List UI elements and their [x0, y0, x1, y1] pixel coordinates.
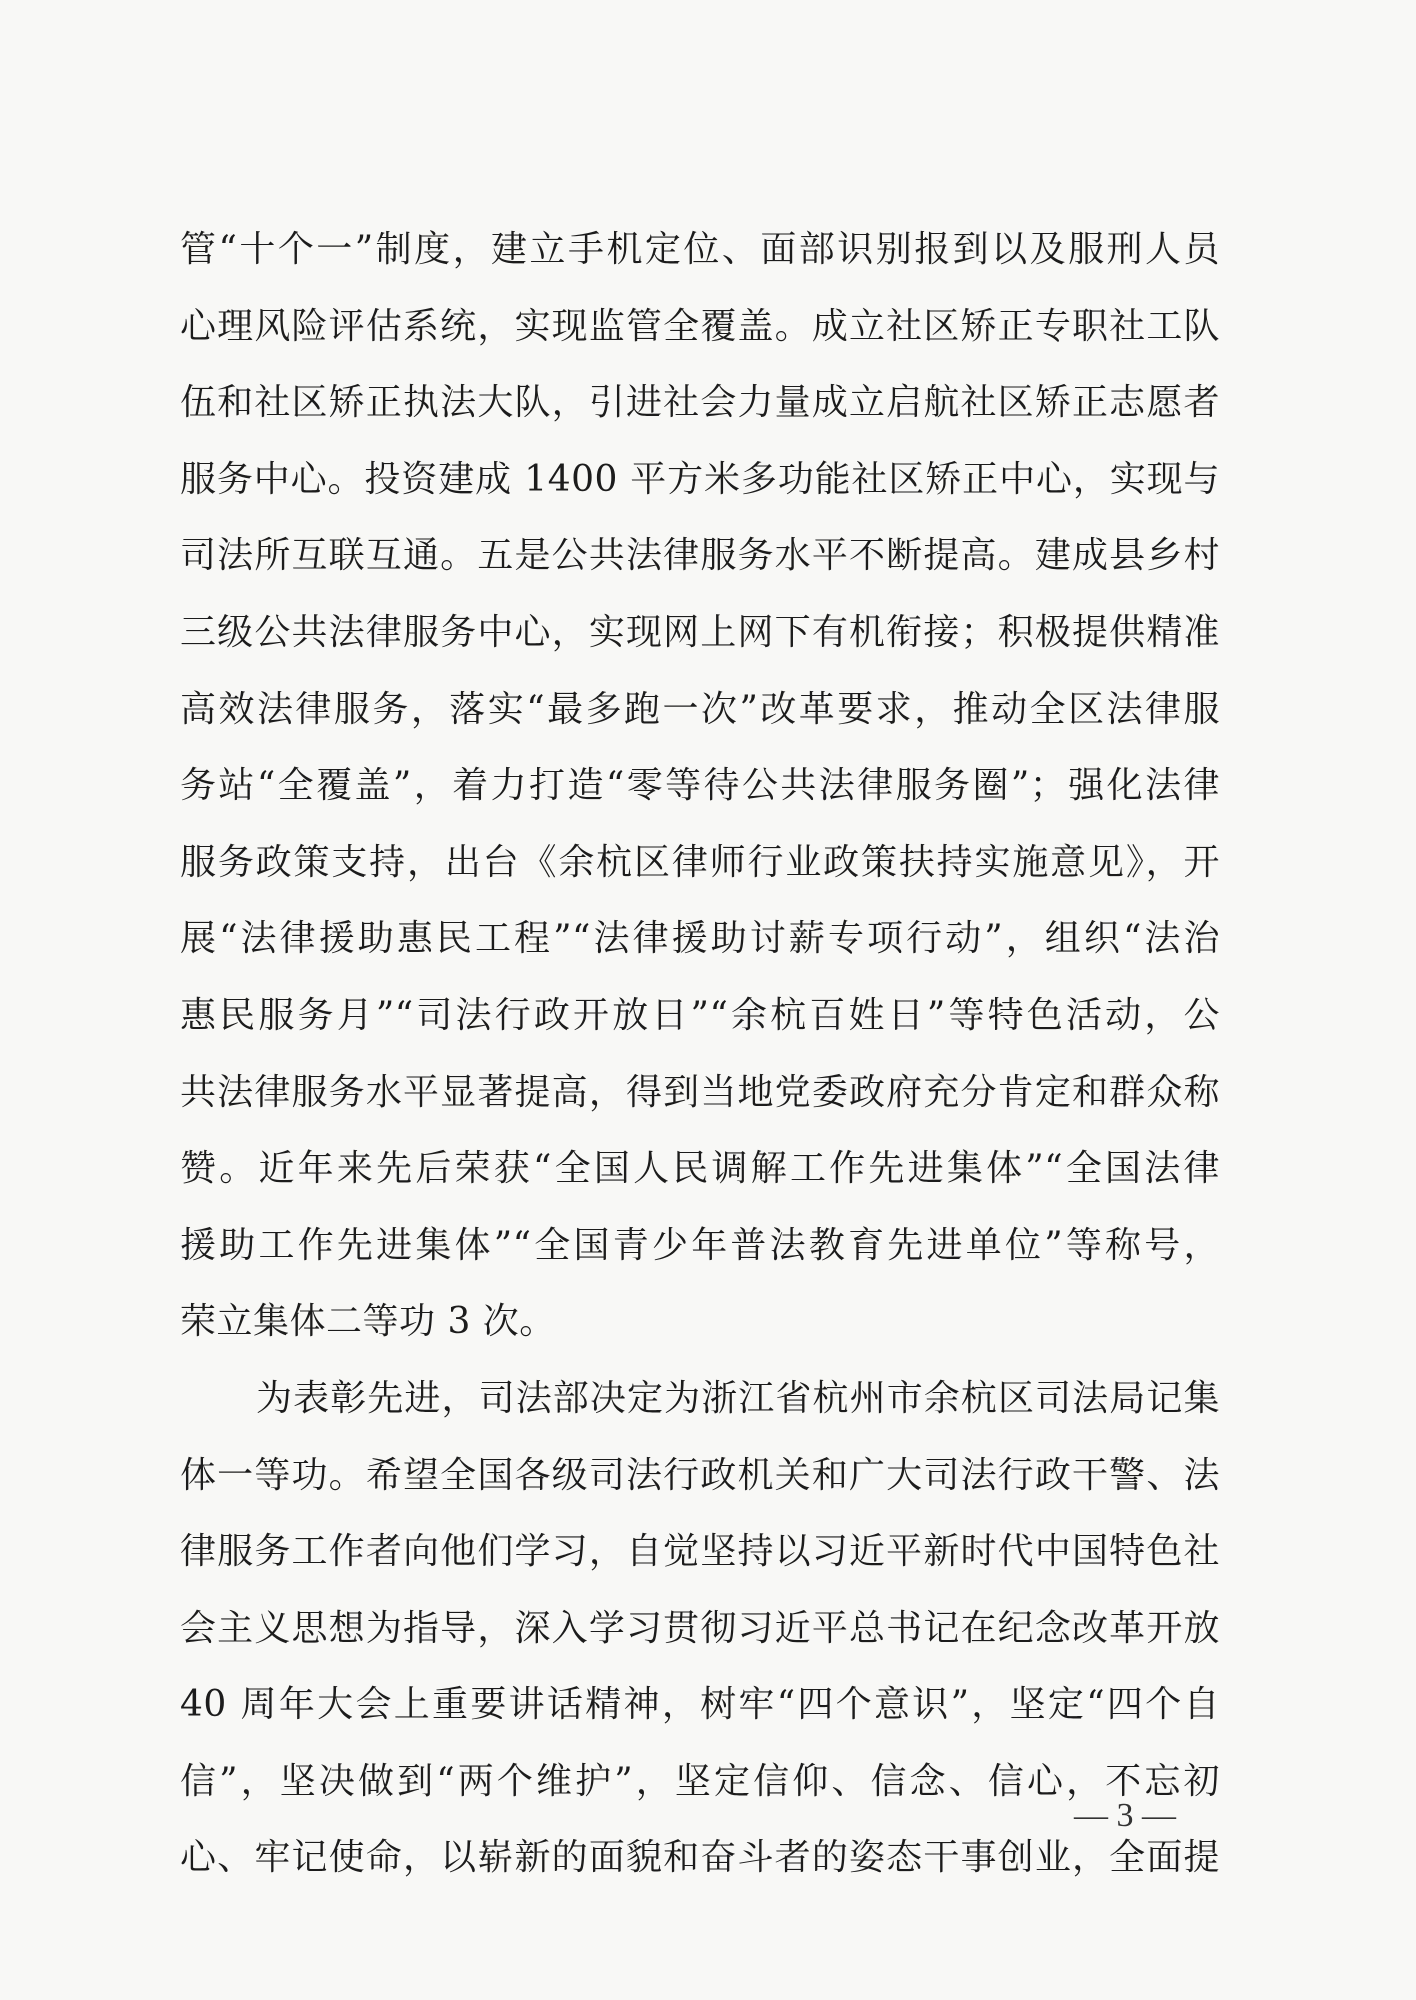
text-line: 会主义思想为指导，深入学习贯彻习近平总书记在纪念改革开放: [180, 1607, 1220, 1649]
text-line: 务站“全覆盖”，着力打造“零等待公共法律服务圈”；强化法律: [180, 765, 1220, 807]
text-line: 荣立集体二等功 3 次。: [180, 1301, 556, 1343]
text-line: 服务政策支持，出台《余杭区律师行业政策扶持实施意见》，开: [180, 841, 1220, 883]
body-text: [180, 212, 1220, 1897]
text-line: 赞。近年来先后荣获“全国人民调解工作先进集体”“全国法律: [180, 1148, 1220, 1190]
page-number: — 3 —: [1074, 1797, 1176, 1834]
text-line: 信”，坚决做到“两个维护”，坚定信仰、信念、信心，不忘初: [180, 1760, 1220, 1802]
text-line: 惠民服务月”“司法行政开放日”“余杭百姓日”等特色活动，公: [180, 994, 1220, 1036]
text-line: 高效法律服务，落实“最多跑一次”改革要求，推动全区法律服: [180, 688, 1220, 730]
text-line: 管“十个一”制度，建立手机定位、面部识别报到以及服刑人员: [180, 229, 1220, 270]
text-line: 展“法律援助惠民工程”“法律援助讨薪专项行动”，组织“法治: [180, 918, 1220, 960]
text-line: 体一等功。希望全国各级司法行政机关和广大司法行政干警、法: [180, 1454, 1220, 1496]
text-line: 40 周年大会上重要讲话精神，树牢“四个意识”，坚定“四个自: [180, 1684, 1220, 1726]
text-line: 共法律服务水平显著提高，得到当地党委政府充分肯定和群众称: [180, 1071, 1220, 1113]
text-line: 伍和社区矫正执法大队，引进社会力量成立启航社区矫正志愿者: [180, 382, 1220, 424]
text-line: 司法所互联互通。五是公共法律服务水平不断提高。建成县乡村: [180, 535, 1220, 577]
text-line: 为表彰先进，司法部决定为浙江省杭州市余杭区司法局记集: [256, 1377, 1220, 1419]
text-line: 援助工作先进集体”“全国青少年普法教育先进单位”等称号，: [180, 1224, 1220, 1266]
text-line: 服务中心。投资建成 1400 平方米多功能社区矫正中心，实现与: [180, 458, 1220, 500]
text-line: 律服务工作者向他们学习，自觉坚持以习近平新时代中国特色社: [180, 1531, 1220, 1573]
text-line: 心理风险评估系统，实现监管全覆盖。成立社区矫正专职社工队: [180, 305, 1220, 347]
text-line: 心、牢记使命，以崭新的面貌和奋斗者的姿态干事创业，全面提: [180, 1837, 1220, 1879]
text-line: 三级公共法律服务中心，实现网上网下有机衔接；积极提供精准: [180, 611, 1220, 653]
